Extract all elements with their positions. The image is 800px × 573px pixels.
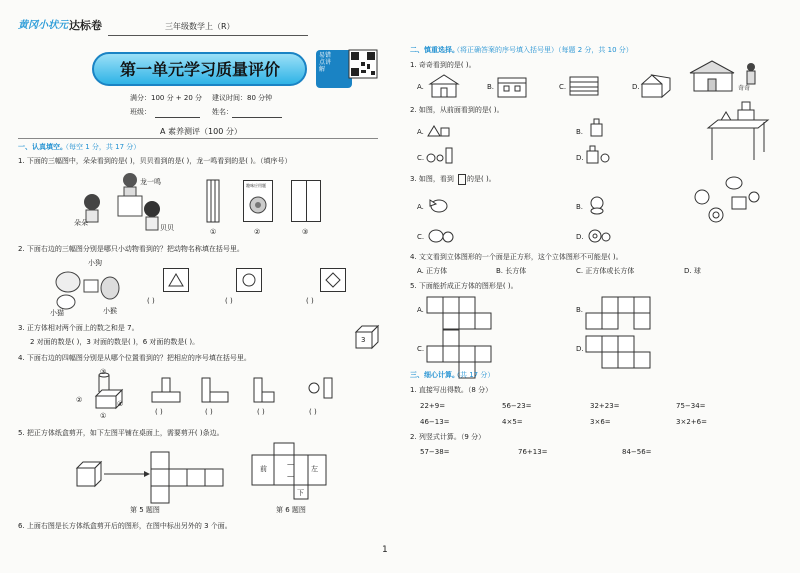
r-q2-opt-c[interactable]: C.	[417, 154, 425, 162]
section-a-title: A 素养测评（100 分）	[160, 127, 242, 136]
calc-item[interactable]: 46−13=	[420, 418, 450, 426]
section-1-note: （每空 1 分，共 17 分）	[62, 143, 141, 151]
full-score: 满分：100 分 + 20 分	[130, 94, 203, 102]
fig6-caption: 第 6 题图	[276, 506, 306, 514]
qr-label: 易错点讲解	[319, 52, 332, 74]
r-q1-opt-d[interactable]: D.	[632, 83, 640, 91]
r-q4-opt-b[interactable]: B. 长方体	[496, 267, 527, 275]
q4-answer-1[interactable]: ( )	[155, 408, 163, 416]
vertical-calc-item[interactable]: 76+13=	[518, 448, 548, 456]
q2-answer-2[interactable]: ( )	[225, 297, 233, 305]
q2-animals-illustration	[48, 262, 128, 312]
r-q2-text: 2. 如图，从前面看到的是( )。	[410, 106, 504, 114]
q4-view-1	[152, 378, 182, 404]
snail-mouse-icon	[586, 226, 612, 244]
label-beibei: 贝贝	[160, 224, 174, 232]
q2-view-triangle	[163, 268, 189, 292]
calc-item[interactable]: 32+23=	[590, 402, 620, 410]
r-q2-table-illustration	[708, 102, 768, 162]
calc-item[interactable]: 56−23=	[502, 402, 532, 410]
mouse-icon	[586, 195, 608, 215]
triangle-icon	[168, 273, 184, 287]
r-q5-opt-c[interactable]: C.	[417, 345, 425, 353]
net-face-front: 前	[260, 465, 267, 473]
header-rule	[108, 35, 308, 36]
q6-text: 6. 上面右图是长方体纸盒剪开后的图形，在图中标出另外的 3 个面。	[18, 522, 232, 530]
q2-answer-1[interactable]: ( )	[147, 297, 155, 305]
q4-view-3	[254, 378, 284, 404]
bottle-icon	[589, 119, 605, 137]
q5-cube-icon	[77, 462, 103, 488]
r-q2-opt-b[interactable]: B.	[576, 128, 584, 136]
bird-icon	[428, 196, 450, 214]
net-face-dash-1: —	[287, 460, 294, 468]
label-xiaohou: 小猴	[103, 307, 117, 315]
q4-answer-4[interactable]: ( )	[309, 408, 317, 416]
r-q3-text-tail: 的是( )。	[467, 175, 496, 183]
r-q2-opt-d-figure	[587, 146, 613, 164]
q4-pos-3: ③	[100, 368, 107, 376]
r-q3-opt-d[interactable]: D.	[576, 233, 584, 241]
house-front-icon	[428, 74, 460, 98]
r-q3-text: 3. 如图，看到	[410, 175, 454, 183]
q4-pos-2: ②	[76, 396, 83, 404]
q4-answer-2[interactable]: ( )	[205, 408, 213, 416]
r-q2-opt-c-figure	[426, 146, 456, 164]
section-2-note: （将正确答案的序号填入括号里）（每题 2 分，共 10 分）	[453, 46, 633, 54]
r-q4-opt-a[interactable]: A. 正方体	[417, 267, 448, 275]
r-q1-opt-a[interactable]: A.	[417, 83, 424, 91]
r-q1-text: 1. 奇奇看到的是( )。	[410, 61, 476, 69]
q1-fig2-num: ②	[254, 228, 261, 236]
vertical-calc-item[interactable]: 84−56=	[622, 448, 652, 456]
grade-label: 三年级数学上（R）	[165, 22, 235, 31]
r-q3-box-icon	[458, 174, 466, 185]
vertical-calc-item[interactable]: 57−38=	[420, 448, 450, 456]
q2-view-diamond	[320, 268, 346, 292]
q1-fig3-num: ③	[302, 228, 309, 236]
section-3-note: （共 17 分）	[453, 371, 495, 379]
calc-q1-text: 1. 直接写出得数。（8 分）	[410, 386, 493, 394]
r-q4-text: 4. 文文看到立体图形的一个面是正方形，这个立体图形不可能是( )。	[410, 253, 623, 261]
class-label: 班级：	[130, 108, 151, 116]
section-3-title: 三、细心计算。	[410, 371, 459, 379]
q4-text: 4. 下面右边的四幅图分别是从哪个位置看到的？把相应的序号填在括号里。	[18, 354, 251, 362]
house-angle-icon	[640, 74, 672, 98]
qr-box[interactable]	[316, 50, 352, 88]
r-q5-text: 5. 下面能折成正方体的图形是( )。	[410, 282, 518, 290]
section-a-rule	[18, 138, 378, 139]
name-blank[interactable]	[232, 117, 282, 118]
r-q1-opt-c[interactable]: C.	[559, 83, 567, 91]
calc-item[interactable]: 22+9=	[420, 402, 446, 410]
net-face-dash-2: —	[287, 472, 294, 480]
net-face-left: 左	[311, 465, 318, 473]
label-longyiming: 龙一鸣	[140, 178, 161, 186]
unit-title: 第一单元学习质量评价	[120, 60, 281, 79]
q1-fig1-book-spine	[207, 180, 221, 225]
q1-fig2-book-cover	[243, 180, 273, 222]
qiqi-child-icon	[744, 62, 758, 86]
r-q5-opt-d[interactable]: D.	[576, 345, 584, 353]
r-q5-net-b	[586, 297, 652, 331]
diamond-icon	[326, 273, 340, 287]
q4-view-2	[202, 378, 232, 404]
circle-icon	[242, 273, 256, 287]
name-label: 姓名：	[212, 108, 233, 116]
section-1-title: 一、认真填空。	[18, 143, 67, 151]
q4-answer-3[interactable]: ( )	[257, 408, 265, 416]
q2-view-circle	[236, 268, 262, 292]
r-q4-opt-d[interactable]: D. 球	[684, 267, 701, 275]
q4-view-4	[306, 378, 336, 404]
q1-text: 1. 下面的三幅图中，朵朵看到的是( )，贝贝看到的是( )，龙一鸣看到的是( )。（填序号）	[18, 157, 292, 165]
r-q3-opt-a[interactable]: A.	[417, 203, 424, 211]
house-side-icon	[496, 74, 528, 98]
r-q1-house-illustration	[690, 61, 740, 91]
fig5-caption: 第 5 题图	[130, 506, 160, 514]
class-blank[interactable]	[155, 117, 200, 118]
r-q2-opt-d[interactable]: D.	[576, 154, 584, 162]
q1-fig3-book-side	[291, 180, 321, 222]
r-q5-opt-b[interactable]: B.	[576, 306, 584, 314]
title-banner	[92, 52, 307, 86]
calc-item[interactable]: 4×5=	[502, 418, 523, 426]
label-xiaomao: 小猫	[50, 309, 64, 317]
book-cover-title: 趣味应用题	[246, 183, 266, 188]
r-q5-net-d	[586, 336, 652, 370]
q5-unfolded-net	[151, 452, 227, 504]
calc-item[interactable]: 75−34=	[676, 402, 706, 410]
label-duoduo: 朵朵	[74, 219, 88, 227]
r-q4-opt-c[interactable]: C. 正方体或长方体	[576, 267, 635, 275]
r-q3-opt-c[interactable]: C.	[417, 233, 425, 241]
label-xiaogou: 小狗	[88, 259, 102, 267]
q2-text: 2. 下面右边的三幅图分别是哪只小动物看到的？把动物名称填在括号里。	[18, 245, 244, 253]
r-q2-opt-a-figure	[428, 122, 452, 138]
r-q3-opt-b[interactable]: B.	[576, 203, 584, 211]
suggested-time: 建议时间：80 分钟	[212, 94, 273, 102]
calc-item[interactable]: 3×2+6=	[676, 418, 707, 426]
q3-subtext: 2 对面的数是( )，3 对面的数是( )，6 对面的数是( )。	[30, 338, 200, 346]
r-q2-opt-a[interactable]: A.	[417, 128, 424, 136]
q3-cube-icon	[356, 326, 380, 350]
q4-pos-1: ①	[100, 412, 107, 420]
r-q1-opt-b[interactable]: B.	[487, 83, 495, 91]
q4-pos-4: ④	[117, 400, 124, 408]
q2-answer-3[interactable]: ( )	[306, 297, 314, 305]
arrow-right-icon	[104, 471, 150, 477]
r-q5-net-a	[427, 297, 493, 331]
calc-q2-text: 2. 列竖式计算。（9 分）	[410, 433, 486, 441]
page-number: 1	[382, 545, 388, 555]
section-2-title: 二、慎重选择。	[410, 46, 459, 54]
qiqi-label: 奇奇	[738, 85, 751, 92]
brand-name: 达标卷	[69, 19, 102, 32]
q5-text: 5. 把正方体纸盒剪开，如下左图平铺在桌面上，需要剪开( )条边。	[18, 429, 224, 437]
bird-mouse-icon	[428, 226, 454, 244]
qr-code-icon[interactable]	[349, 50, 377, 78]
q3-text: 3. 正方体相对两个面上的数之和是 7。	[18, 324, 139, 332]
r-q3-animals-illustration	[690, 175, 760, 225]
q3-cube-number: 3	[361, 336, 366, 344]
r-q5-opt-a[interactable]: A.	[417, 306, 424, 314]
net-face-bottom: 下	[297, 489, 304, 497]
calc-item[interactable]: 3×6=	[590, 418, 611, 426]
house-roof-icon	[568, 74, 600, 98]
q1-fig1-num: ①	[210, 228, 217, 236]
flower-icon	[247, 195, 269, 215]
series-logo: 黄冈小状元	[18, 20, 68, 31]
